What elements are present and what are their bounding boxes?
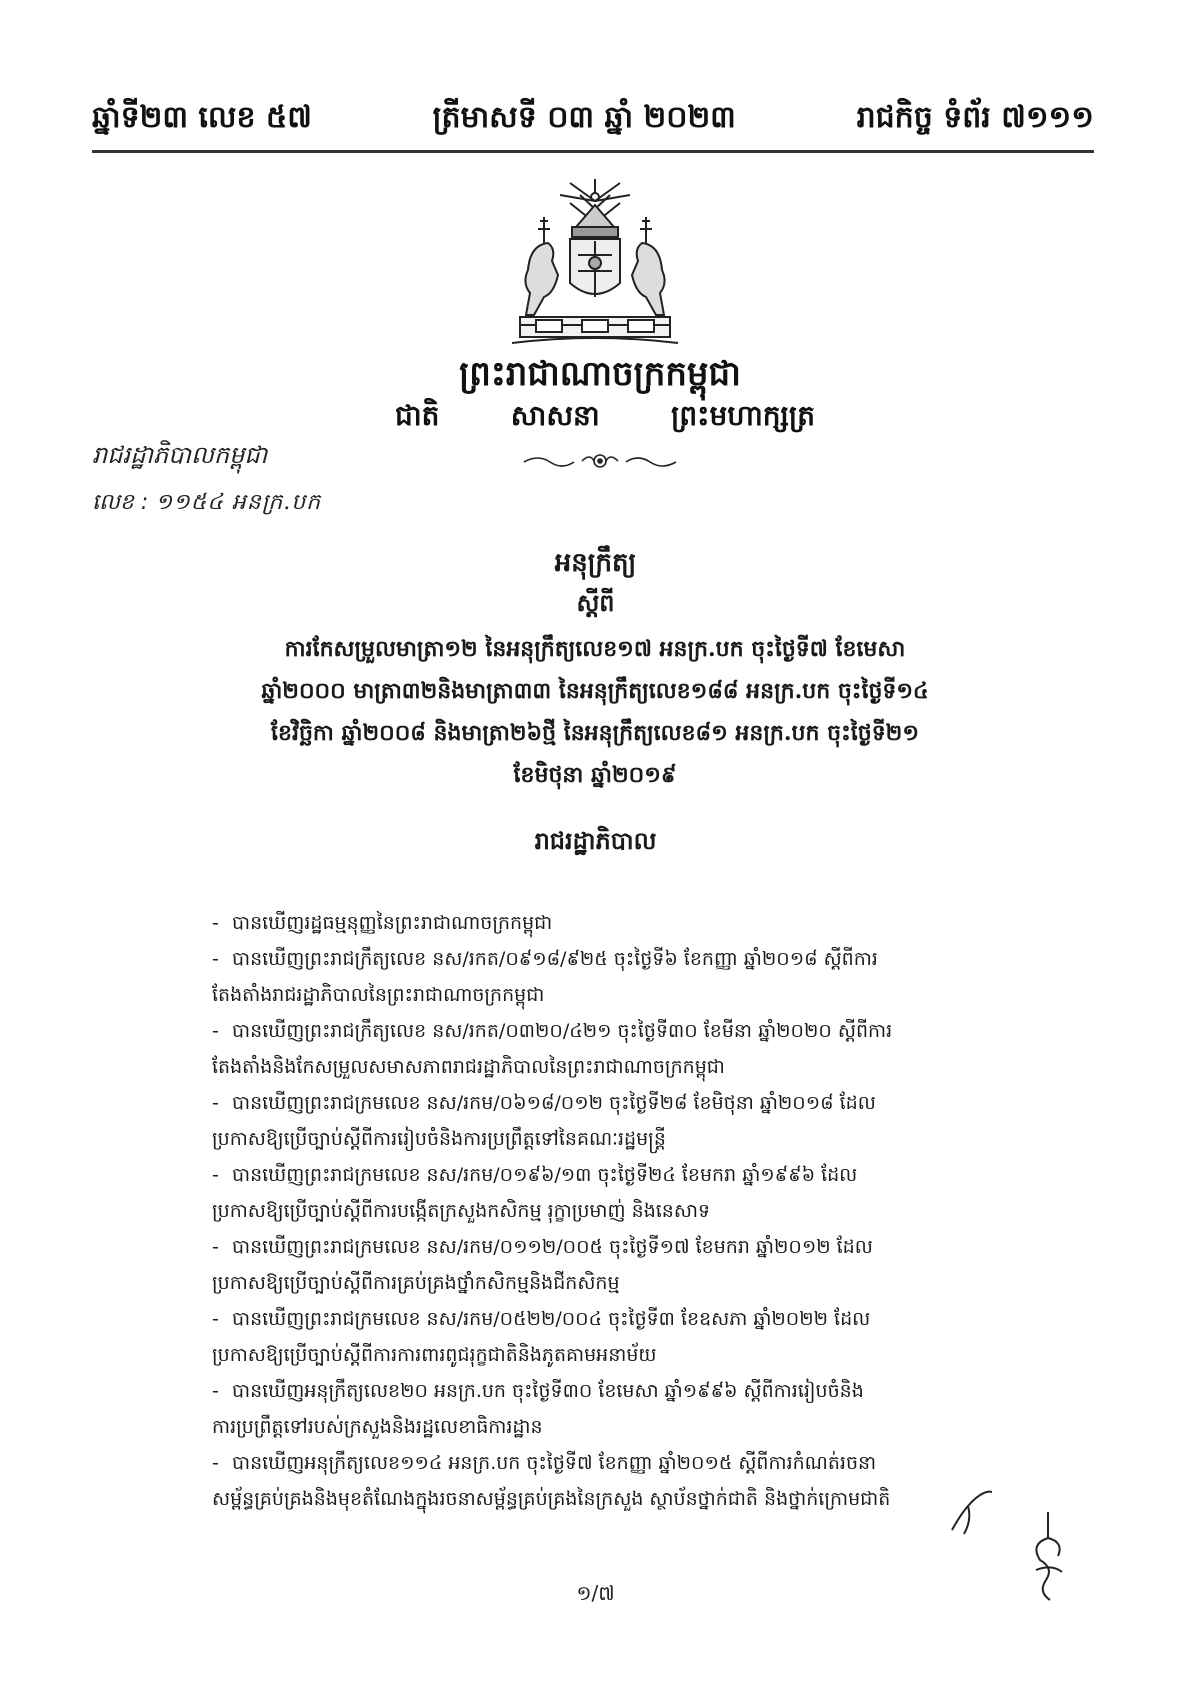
consideration-line: បានឃើញព្រះរាជក្រមលេខ នស/រកម/០៦១៨/០១២ ចុះថ្ងៃទី២៨ ខែមិថុនា ឆ្នាំ២០១៨ ដែល [232, 1092, 876, 1114]
consideration-line: បានឃើញអនុក្រឹត្យលេខ១១៤ អនក្រ.បក ចុះថ្ងៃទី៧ ខែកញ្ញា ឆ្នាំ២០១៥ ស្តីពីការកំណត់រចនា [232, 1452, 877, 1474]
gazette-header [92, 92, 1094, 142]
consideration-line: បានឃើញព្រះរាជក្រឹត្យលេខ នស/រកត/០៣២០/៤២១ ចុះថ្ងៃទី៣០ ខែមីនា ឆ្នាំ២០២០ ស្តីពីការ [232, 1020, 893, 1042]
royal-coat-of-arms-icon [500, 175, 690, 350]
consideration-item: - បានឃើញព្រះរាជក្រមលេខ នស/រកម/០៥២២/០០៤ ចុះថ្ងៃទី៣ ខែឧសភា ឆ្នាំ២០២២ ដែល ប្រកាសឱ្យប្រើច្បាប់ស្តីពីការការពារពូជរុក្ខជាតិនិងភូតគាមអនាម័យ [212, 1301, 1062, 1373]
decree-subject-line: ឆ្នាំ២០០០ មាត្រា៣២និងមាត្រា៣៣ នៃអនុក្រឹត្យលេខ១៨៨ អនក្រ.បក ចុះថ្ងៃទី១៤ [261, 678, 929, 704]
motto-nation: ជាតិ [395, 399, 440, 432]
consideration-line: ប្រកាសឱ្យប្រើច្បាប់ស្តីពីការគ្រប់គ្រងថ្នាំកសិកម្មនិងជីកសិកម្ម [212, 1272, 620, 1294]
consideration-line: បានឃើញព្រះរាជក្រមលេខ នស/រកម/០៥២២/០០៤ ចុះថ្ងៃទី៣ ខែឧសភា ឆ្នាំ២០២២ ដែល [232, 1308, 871, 1330]
consideration-line: ការប្រព្រឹត្តទៅរបស់ក្រសួងនិងរដ្ឋលេខាធិការដ្ឋាន [212, 1416, 543, 1438]
motto-religion: សាសនា [510, 399, 600, 432]
consideration-item: - បានឃើញអនុក្រឹត្យលេខ១១៤ អនក្រ.បក ចុះថ្ងៃទី៧ ខែកញ្ញា ឆ្នាំ២០១៥ ស្តីពីការកំណត់រចនា សម្ព័ន្ធគ្រប់គ្រងនិងមុខតំណែងក្នុងរចនាសម្ព័ន្ធគ្រប់គ្រងនៃក្រសួង ស្ថាប័នថ្នាក់ជាតិ និងថ្នាក់ក្រោមជាតិ [212, 1445, 1062, 1517]
consideration-item: - បានឃើញព្រះរាជក្រមលេខ នស/រកម/០១៩៦/១៣ ចុះថ្ងៃទី២៤ ខែមករា ឆ្នាំ១៩៩៦ ដែល ប្រកាសឱ្យប្រើច្បាប់ស្តីពីការបង្កើតក្រសួងកសិកម្ម រុក្ខាប្រមាញ់ និងនេសាទ [212, 1157, 1062, 1229]
gazette-year-issue: ឆ្នាំទី២៣ លេខ ៥៧ [92, 100, 312, 135]
divider-ornament-icon [520, 450, 680, 472]
gazette-page: រាជកិច្ច ទំព័រ ៧១១១ [856, 100, 1094, 135]
consideration-line: ប្រកាសឱ្យប្រើច្បាប់ស្តីពីការបង្កើតក្រសួងកសិកម្ម រុក្ខាប្រមាញ់ និងនេសាទ [212, 1200, 711, 1222]
decree-subject [150, 628, 1040, 796]
consideration-item: - បានឃើញអនុក្រឹត្យលេខ២០ អនក្រ.បក ចុះថ្ងៃទី៣០ ខែមេសា ឆ្នាំ១៩៩៦ ស្តីពីការរៀបចំនិង ការប្រព្រឹត្តទៅរបស់ក្រសួងនិងរដ្ឋលេខាធិការដ្ឋាន [212, 1373, 1062, 1445]
gazette-quarter: ត្រីមាសទី ០៣ ឆ្នាំ ២០២៣ [432, 100, 736, 135]
consideration-line: បានឃើញព្រះរាជក្រមលេខ នស/រកម/០១៩៦/១៣ ចុះថ្ងៃទី២៤ ខែមករា ឆ្នាំ១៩៩៦ ដែល [232, 1164, 858, 1186]
kingdom-title: ព្រះរាជាណាចក្រកម្ពុជា [459, 354, 741, 394]
consideration-line: បានឃើញព្រះរាជក្រមលេខ នស/រកម/០១១២/០០៥ ចុះថ្ងៃទី១៧ ខែមករា ឆ្នាំ២០១២ ដែល [232, 1236, 873, 1258]
considerations-list [212, 905, 1062, 1517]
national-motto [395, 398, 815, 439]
consideration-line: តែងតាំងរាជរដ្ឋាភិបាលនៃព្រះរាជាណាចក្រកម្ពុជា [212, 984, 545, 1006]
header-rule [92, 150, 1094, 153]
consideration-item: - បានឃើញរដ្ឋធម្មនុញ្ញនៃព្រះរាជាណាចក្រកម្ពុជា [212, 905, 1062, 941]
consideration-line: បានឃើញអនុក្រឹត្យលេខ២០ អនក្រ.បក ចុះថ្ងៃទី៣០ ខែមេសា ឆ្នាំ១៩៩៦ ស្តីពីការរៀបចំនិង [232, 1380, 864, 1402]
consideration-line: ប្រកាសឱ្យប្រើច្បាប់ស្តីពីការរៀបចំនិងការប្រព្រឹត្តទៅនៃគណៈរដ្ឋមន្ត្រី [212, 1128, 666, 1150]
document-number [92, 488, 412, 520]
consideration-item: - បានឃើញព្រះរាជក្រមលេខ នស/រកម/០១១២/០០៥ ចុះថ្ងៃទី១៧ ខែមករា ឆ្នាំ២០១២ ដែល ប្រកាសឱ្យប្រើច្បាប់ស្តីពីការគ្រប់គ្រងថ្នាំកសិកម្មនិងជីកសិកម្ម [212, 1229, 1062, 1301]
issuing-body: រាជរដ្ឋាភិបាល [534, 826, 657, 855]
consideration-item: - បានឃើញព្រះរាជក្រឹត្យលេខ នស/រកត/០៩១៨/៩២៥ ចុះថ្ងៃទី៦ ខែកញ្ញា ឆ្នាំ២០១៨ ស្តីពីការ តែងតាំងរាជរដ្ឋាភិបាលនៃព្រះរាជាណាចក្រកម្ពុជា [212, 941, 1062, 1013]
document-number-value: ១១៥៤ អនក្រ.បក [155, 490, 322, 515]
consideration-line: ប្រកាសឱ្យប្រើច្បាប់ស្តីពីការការពារពូជរុក្ខជាតិនិងភូតគាមអនាម័យ [212, 1344, 657, 1366]
consideration-line: សម្ព័ន្ធគ្រប់គ្រងនិងមុខតំណែងក្នុងរចនាសម្ព័ន្ធគ្រប់គ្រងនៃក្រសួង ស្ថាប័នថ្នាក់ជាតិ និងថ្នាក់ក្រោមជាតិ [212, 1488, 891, 1510]
decree-about: ស្តីពី [576, 588, 615, 617]
consideration-item: - បានឃើញព្រះរាជក្រមលេខ នស/រកម/០៦១៨/០១២ ចុះថ្ងៃទី២៨ ខែមិថុនា ឆ្នាំ២០១៨ ដែល ប្រកាសឱ្យប្រើច្បាប់ស្តីពីការរៀបចំនិងការប្រព្រឹត្តទៅនៃគណៈរដ្ឋមន្ត្រី [212, 1085, 1062, 1157]
handwritten-initial-icon [946, 1478, 996, 1538]
consideration-line: តែងតាំងនិងកែសម្រួលសមាសភាពរាជរដ្ឋាភិបាលនៃព្រះរាជាណាចក្រកម្ពុជា [212, 1056, 725, 1078]
motto-king: ព្រះមហាក្សត្រ [671, 399, 815, 432]
decree-subject-line: ខែមិថុនា ឆ្នាំ២០១៩ [513, 762, 677, 788]
consideration-line: បានឃើញរដ្ឋធម្មនុញ្ញនៃព្រះរាជាណាចក្រកម្ពុជា [232, 912, 553, 934]
decree-subject-line: ខែវិច្ឆិកា ឆ្នាំ២០០៨ និងមាត្រា២៦ថ្មី នៃអនុក្រឹត្យលេខ៨១ អនក្រ.បក ចុះថ្ងៃទី២១ [271, 720, 919, 746]
consideration-line: បានឃើញព្រះរាជក្រឹត្យលេខ នស/រកត/០៩១៨/៩២៥ ចុះថ្ងៃទី៦ ខែកញ្ញា ឆ្នាំ២០១៨ ស្តីពីការ [232, 948, 878, 970]
document-number-label: លេខ : [92, 490, 149, 515]
page-number: ១/៧ [576, 1581, 615, 1605]
decree-subject-line: ការកែសម្រួលមាត្រា១២ នៃអនុក្រឹត្យលេខ១៧ អនក្រ.បក ចុះថ្ងៃទី៧ ខែមេសា [284, 636, 906, 662]
government-name: រាជរដ្ឋាភិបាលកម្ពុជា [92, 441, 268, 469]
consideration-item: - បានឃើញព្រះរាជក្រឹត្យលេខ នស/រកត/០៣២០/៤២១ ចុះថ្ងៃទី៣០ ខែមីនា ឆ្នាំ២០២០ ស្តីពីការ តែងតាំងនិងកែសម្រួលសមាសភាពរាជរដ្ឋាភិបាលនៃព្រះរាជាណាចក្រកម្ពុជា [212, 1013, 1062, 1085]
decree-type: អនុក្រឹត្យ [554, 548, 637, 578]
